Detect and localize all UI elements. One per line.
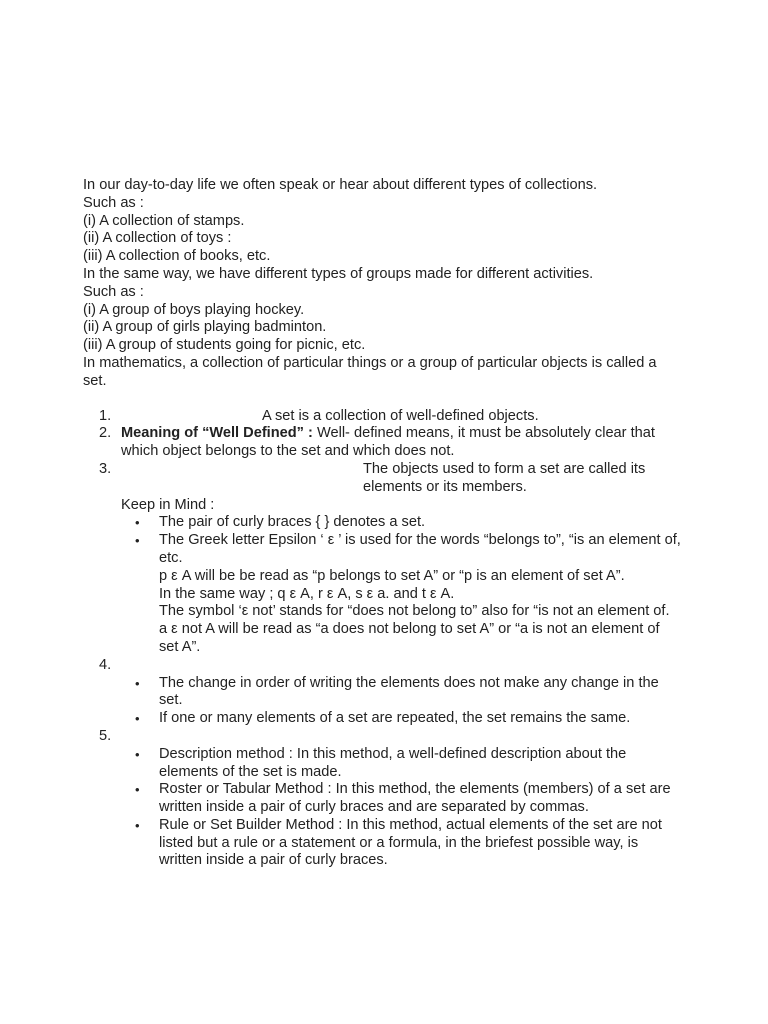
numbered-list <box>83 408 683 871</box>
bullet-text: Description method : In this method, a well-defined description about the elements of the set is made. <box>159 745 627 780</box>
intro-line: Such as : <box>83 194 144 211</box>
list-number: 1. <box>99 407 112 424</box>
empty-heading <box>121 728 683 746</box>
bullet-item <box>121 675 683 711</box>
bullet-text: Rule or Set Builder Method : In this method, actual elements of the set are not listed but a rule or a statement or a formula, in the briefest possible way, is written inside a pair of curly braces. <box>159 816 662 869</box>
bullet-list <box>121 675 683 728</box>
bullet-text: The change in order of writing the elements does not make any change in the set. <box>159 674 659 709</box>
document-body <box>83 177 683 870</box>
bullet-item <box>121 710 683 728</box>
bullet-subline: The symbol ‘ε not’ stands for “does not belong to” also for “is not an element of. <box>159 603 670 620</box>
intro-line: (iii) A collection of books, etc. <box>83 248 271 265</box>
bullet-list <box>121 514 683 656</box>
intro-line: (i) A group of boys playing hockey. <box>83 301 305 318</box>
bullet-text: • The Greek letter Epsilon ‘ ε ’ is used for the words “belongs to”, “is an element of, etc. <box>159 532 681 566</box>
intro-line: (ii) A collection of toys : <box>83 230 232 247</box>
bullet-text: If one or many elements of a set are repeated, the set remains the same. <box>159 710 631 727</box>
intro-line: Such as : <box>83 283 144 300</box>
intro-line: In the same way, we have different types of groups made for different activities. <box>83 265 594 282</box>
intro-line: (iii) A group of students going for picnic, etc. <box>83 337 366 354</box>
bullet-item <box>121 514 683 532</box>
keep-in-mind: Keep in Mind : <box>121 496 215 513</box>
bullet-item <box>121 817 683 870</box>
bullet-subline: p ε A will be be read as “p belongs to set A” or “p is an element of set A”. <box>159 567 625 584</box>
intro-line: (i) A collection of stamps. <box>83 212 245 229</box>
list-number: 3. <box>99 460 112 477</box>
list-item-5 <box>83 728 683 870</box>
intro-line: In mathematics, a collection of particular things or a group of particular objects is called a set. <box>83 354 661 389</box>
list-text: A set is a collection of well-defined objects. <box>262 407 539 424</box>
bullet-item <box>121 781 683 817</box>
list-number: 2. <box>99 425 112 442</box>
bullet-subline: In the same way ; q ε A, r ε A, s ε a. and t ε A. <box>159 585 455 602</box>
list-text: The objects used to form a set are called its elements or its members. <box>363 460 646 495</box>
bullet-list <box>121 746 683 871</box>
bullet-item <box>121 532 683 657</box>
list-text: Well- defined means, it must be absolutely clear that which object belongs to the set and which does not. <box>121 425 655 460</box>
intro-line: In our day-to-day life we often speak or hear about different types of collections. <box>83 177 598 193</box>
empty-heading <box>121 657 683 675</box>
list-item-2 <box>83 425 683 461</box>
list-number: 4. <box>99 656 112 673</box>
list-item-4 <box>83 657 683 728</box>
intro-line: (ii) A group of girls playing badminton. <box>83 319 327 336</box>
bullet-item <box>121 746 683 782</box>
list-item-3 <box>83 461 683 657</box>
list-number: 5. <box>99 727 112 744</box>
bullet-text: The pair of curly braces { } denotes a set. <box>159 514 426 531</box>
bullet-text: Roster or Tabular Method : In this method, the elements (members) of a set are written inside a pair of curly braces and are separated by commas. <box>159 781 671 816</box>
bold-term: Meaning of “Well Defined” : <box>121 425 313 442</box>
list-item-1 <box>83 408 683 426</box>
bullet-subline: a ε not A will be read as “a does not belong to set A” or “a is not an element of set A”. <box>159 621 660 655</box>
